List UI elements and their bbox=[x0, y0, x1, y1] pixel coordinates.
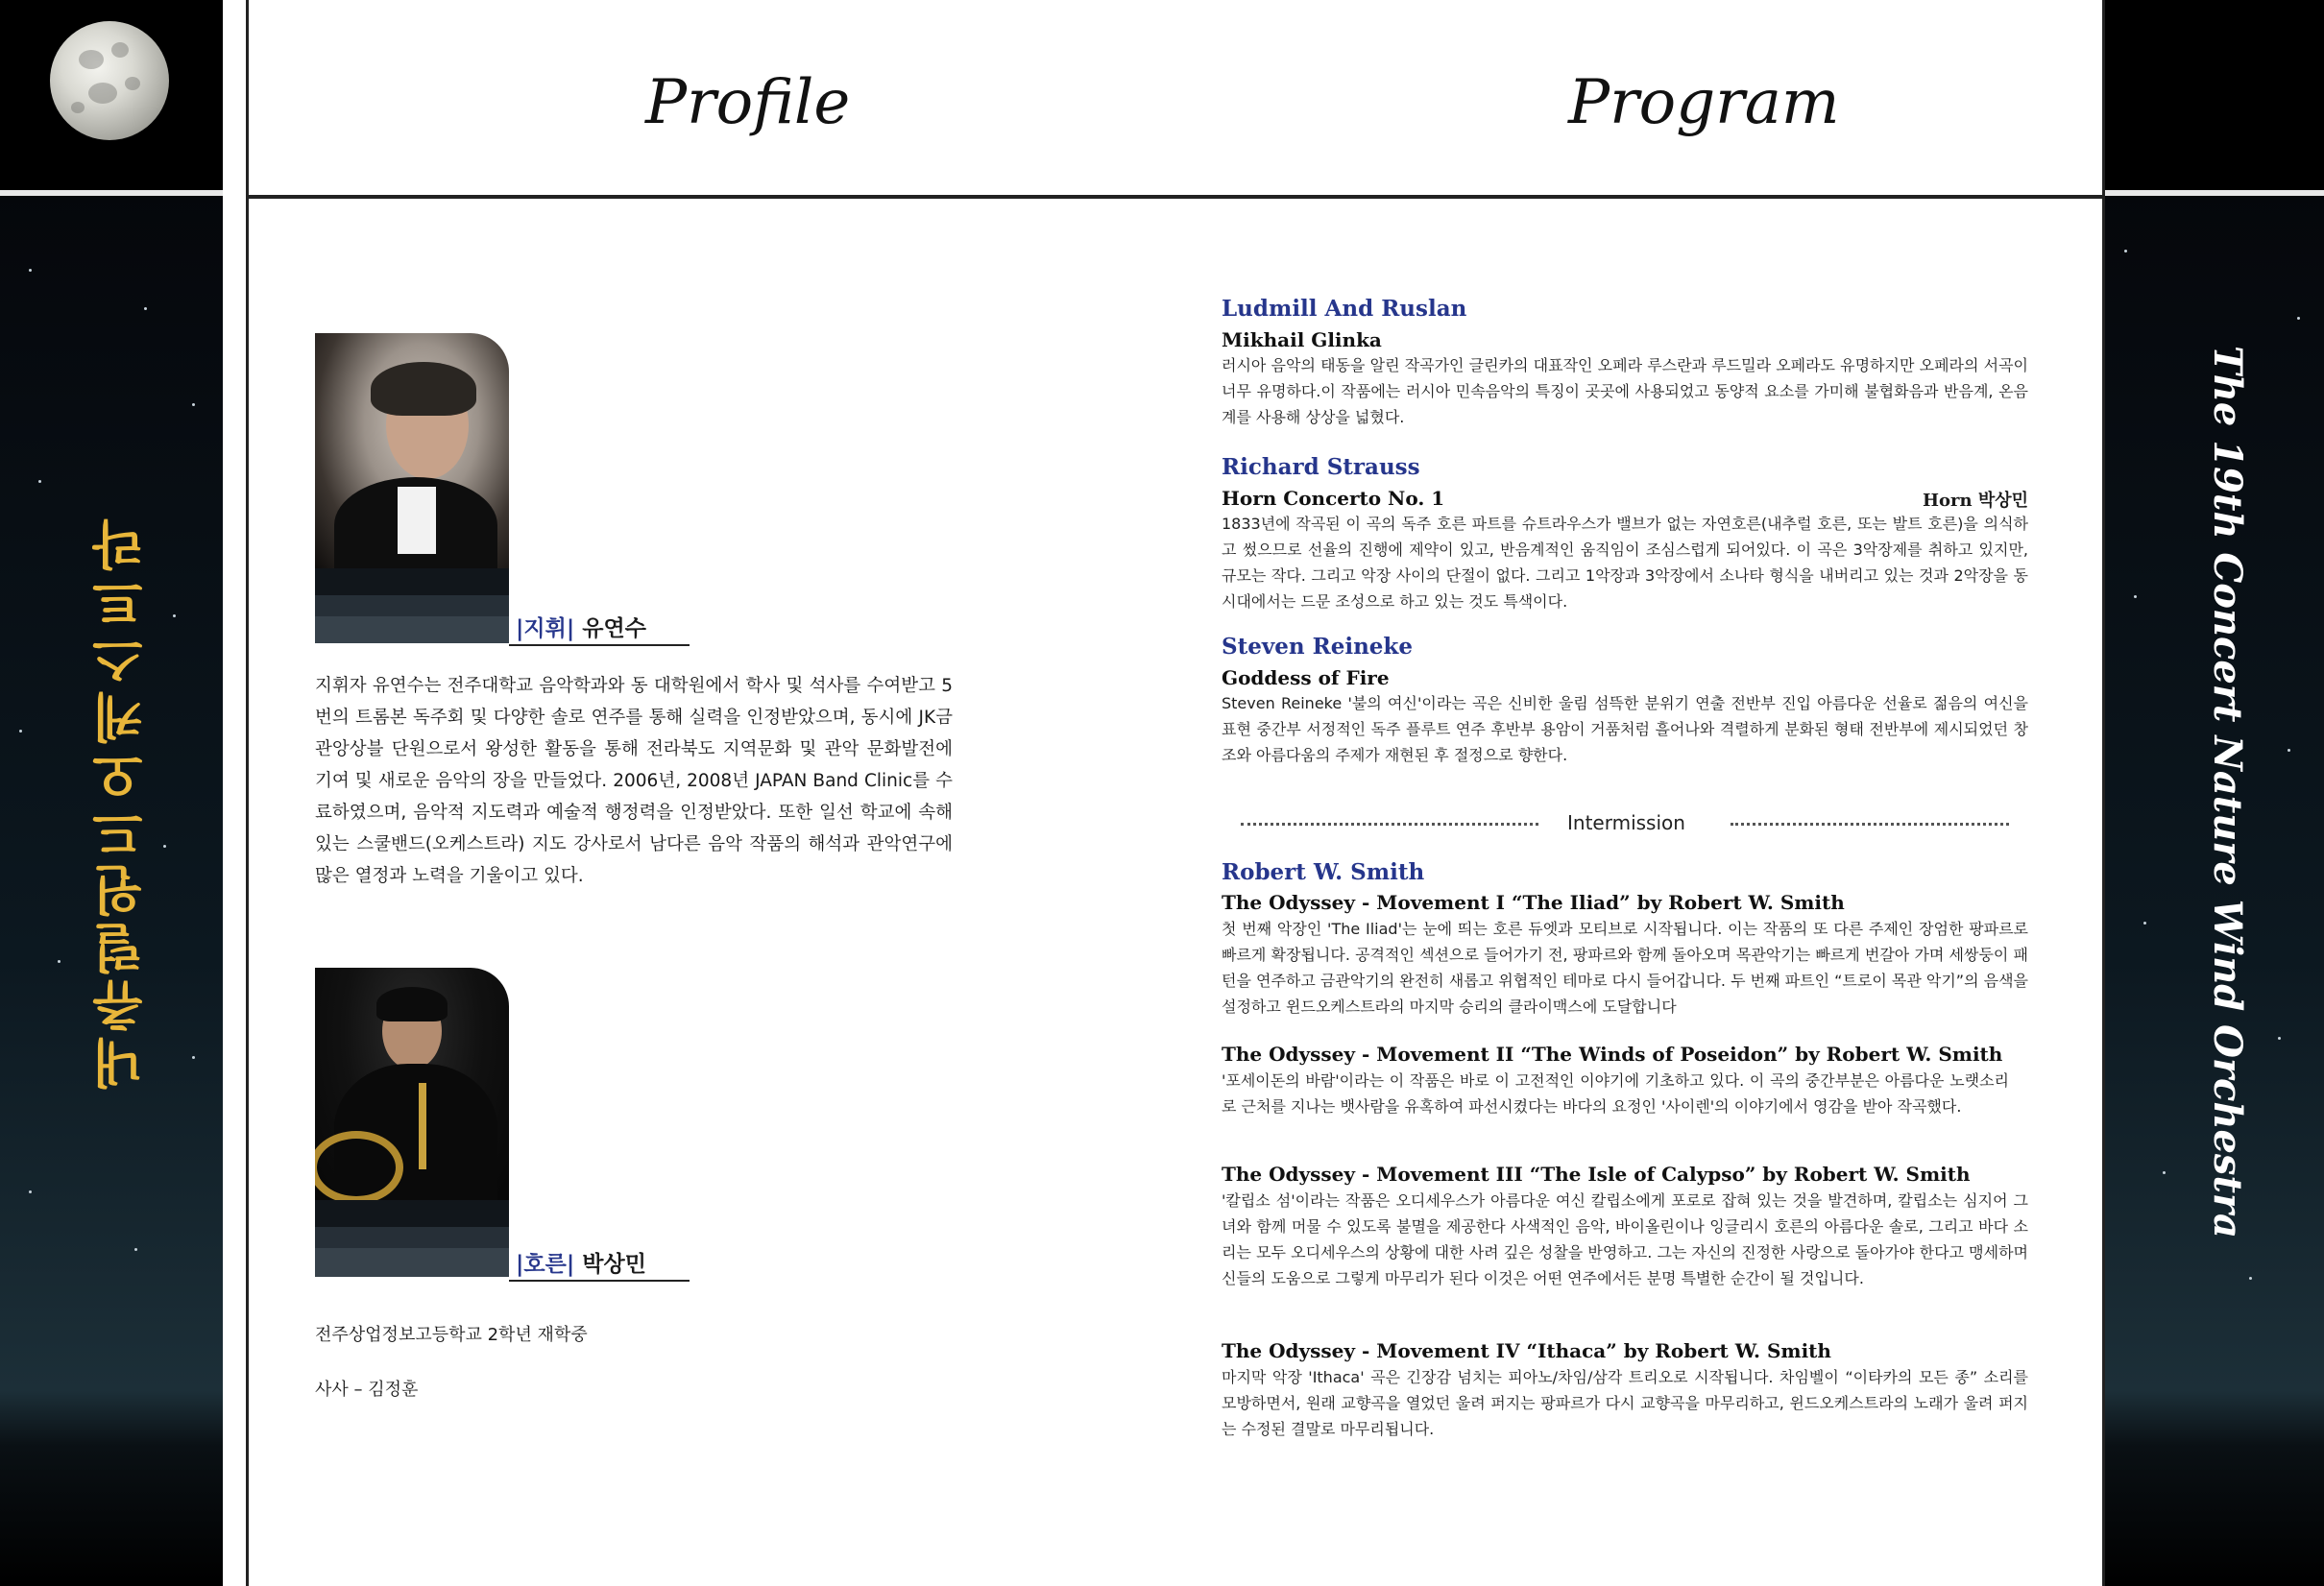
conductor-bio: 지휘자 유연수는 전주대학교 음악학과와 동 대학원에서 학사 및 석사를 수여받고 5번의 트롬본 독주회 및 다양한 솔로 연주를 통해 실력을 인정받았으며, 동시에 JK금관앙상블 단원으로서 왕성한 활동을 통해 전라북도 지역문화 및 관악 문화발전에 기여 및 새로운 음악의 장을 만들었다. 2006년, 2008년 JAPAN Band Clinic를 수료하였으며, 음악적 지도력과 예술적 행정력을 인정받았다. 또한 일선 학교에 속해있는 스쿨밴드(오케스트라) 지도 강사로서 남다른 음악 작품의 해석과 관악연구에 많은 열정과 노력을 기울이고 있다. bbox=[315, 676, 953, 886]
movement-desc: '포세이돈의 바람'이라는 이 작품은 바로 이 고전적인 이야기에 기초하고 있다. 이 곡의 중간부분은 아름다운 노랫소리로 근처를 지나는 뱃사람을 유혹하여 파선시켰다는 바다의 요정인 '사이렌'의 이야기에서 영감을 받아 작곡했다. bbox=[1222, 1071, 2009, 1116]
intermission-divider-left bbox=[1241, 823, 1538, 826]
profile-heading: Profile bbox=[645, 67, 851, 138]
program-item-desc: Steven Reineke '불의 여신'이라는 곡은 신비한 울림 섬뜩한 분위기 연출 전반부 진입 아름다운 선율로 젊음의 여신을 표현 중간부 서정적인 독주 플루트 연주 후반부 용암이 거품처럼 흘어나와 격렬하게 분화된 형태 전반부에 제시되었던 창조와 아름다움의 주제가 재현된 후 절정으로 향한다. bbox=[1222, 694, 2028, 764]
hornist-photo bbox=[315, 968, 509, 1200]
program-item-subtitle: Mikhail Glinka bbox=[1222, 328, 1382, 351]
conductor-name: 유연수 bbox=[582, 616, 646, 641]
program-item-title: Richard Strauss bbox=[1222, 454, 1420, 480]
hornist-name: 박상민 bbox=[582, 1252, 646, 1277]
hornist-teacher: 사사 – 김정훈 bbox=[315, 1380, 419, 1400]
sidebar-title-korean: 내츄럴윈드오케스트라 bbox=[91, 514, 152, 1090]
program-item-title: Robert W. Smith bbox=[1222, 859, 1425, 885]
performer-label: Horn 박상민 bbox=[1922, 491, 2028, 511]
program-section bbox=[1222, 0, 2028, 1586]
conductor-photo bbox=[315, 333, 509, 568]
intermission-divider-right bbox=[1731, 823, 2009, 826]
hornist-school: 전주상업정보고등학교 2학년 재학중 bbox=[315, 1325, 588, 1345]
program-item-subtitle: Goddess of Fire bbox=[1222, 666, 1390, 689]
movement-title: The Odyssey - Movement I “The Iliad” by Robert W. Smith bbox=[1222, 891, 1845, 914]
moon-image bbox=[50, 21, 169, 140]
frame-divider-right bbox=[2102, 0, 2105, 1586]
program-heading: Program bbox=[1568, 67, 1840, 138]
left-sidebar bbox=[0, 0, 223, 1586]
program-item-title: Steven Reineke bbox=[1222, 634, 1414, 660]
movement-desc: 마지막 악장 'Ithaca' 곡은 긴장감 넘치는 피아노/차임/삼각 트리오로 시작됩니다. 차임벨이 “이타카의 모든 종” 소리를 모방하면서, 원래 교향곡을 열었던 울려 퍼지는 팡파르가 다시 교향곡을 마무리하고, 윈드오케스트라의 노래가 울려 퍼지는 수정된 결말로 마무리됩니다. bbox=[1222, 1368, 2028, 1438]
program-item-desc: 러시아 음악의 태동을 알린 작곡가인 글린카의 대표작인 오페라 루스란과 루드밀라 오페라도 유명하지만 오페라의 서곡이 너무 유명하다.이 작품에는 러시아 민속음악의 특징이 곳곳에 사용되었고 동양적 요소를 가미해 불협화음과 반음계, 온음계를 사용해 상상을 넓혔다. bbox=[1222, 356, 2028, 426]
program-item-desc: 1833년에 작곡된 이 곡의 독주 호른 파트를 슈트라우스가 밸브가 없는 자연호른(내추럴 호른, 또는 발트 호른)을 의식하고 썼으므로 선율의 진행에 제약이 있고, 반음계적인 움직임이 조심스럽게 되어있다. 이 곡은 3악장제를 취하고 있지만, 규모는 작다. 그리고 악장 사이의 단절이 없다. 그리고 1악장과 3악장에서 소나타 형식을 내버리고 있는 것과 2악장을 동시대에서는 드문 조성으로 하고 있는 것도 특색이다. bbox=[1222, 515, 2028, 611]
program-item-subtitle: Horn Concerto No. 1 bbox=[1222, 487, 1445, 510]
program-item-title: Ludmill And Ruslan bbox=[1222, 296, 1467, 322]
intermission-label: Intermission bbox=[1567, 811, 1685, 834]
movement-title: The Odyssey - Movement III “The Isle of Calypso” by Robert W. Smith bbox=[1222, 1163, 1971, 1186]
frame-divider-left bbox=[246, 0, 249, 1586]
movement-desc: 첫 번째 악장인 'The Iliad'는 눈에 띄는 호른 듀엣과 모티브로 시작됩니다. 이는 작품의 또 다른 주제인 장엄한 팡파르로 빠르게 확장됩니다. 공격적인 섹션으로 들어가기 전, 팡파르와 함께 돌아오며 목관악기는 빠르게 번갈아 가며 세쌍둥이 패턴을 연주하고 금관악기의 완전히 새롭고 위협적인 테마로 다시 들어갑니다. 두 번째 파트인 “트로이 목관 악기”의 음색을 설정하고 윈드오케스트라의 마지막 승리의 클라이맥스에 도달합니다 bbox=[1222, 920, 2028, 1016]
conductor-role: |지휘| bbox=[516, 616, 575, 641]
movement-desc: '칼립소 섬'이라는 작품은 오디세우스가 아름다운 여신 칼립소에게 포로로 잡혀 있는 것을 발견하며, 칼립소는 심지어 그녀와 함께 머물 수 있도록 불멸을 제공한다 사색적인 음악, 바이올린이나 잉글리시 호른의 아름다운 솔로, 그리고 바다 소리는 모두 오디세우스의 상황에 대한 사려 깊은 성찰을 반영하고. 그는 자신의 진정한 사랑으로 돌아가야 한다고 맹세하며 신들의 도움으로 그렇게 마무리가 된다 이것은 어떤 연주에서든 분명 특별한 순간이 될 것입니다. bbox=[1222, 1191, 2028, 1287]
movement-title: The Odyssey - Movement II “The Winds of Poseidon” by Robert W. Smith bbox=[1222, 1043, 2003, 1066]
sidebar-title-english: The 19th Concert Nature Wind Orchestra bbox=[2205, 346, 2250, 1238]
hornist-role: |호른| bbox=[516, 1252, 575, 1277]
movement-title: The Odyssey - Movement IV “Ithaca” by Robert W. Smith bbox=[1222, 1339, 1831, 1362]
